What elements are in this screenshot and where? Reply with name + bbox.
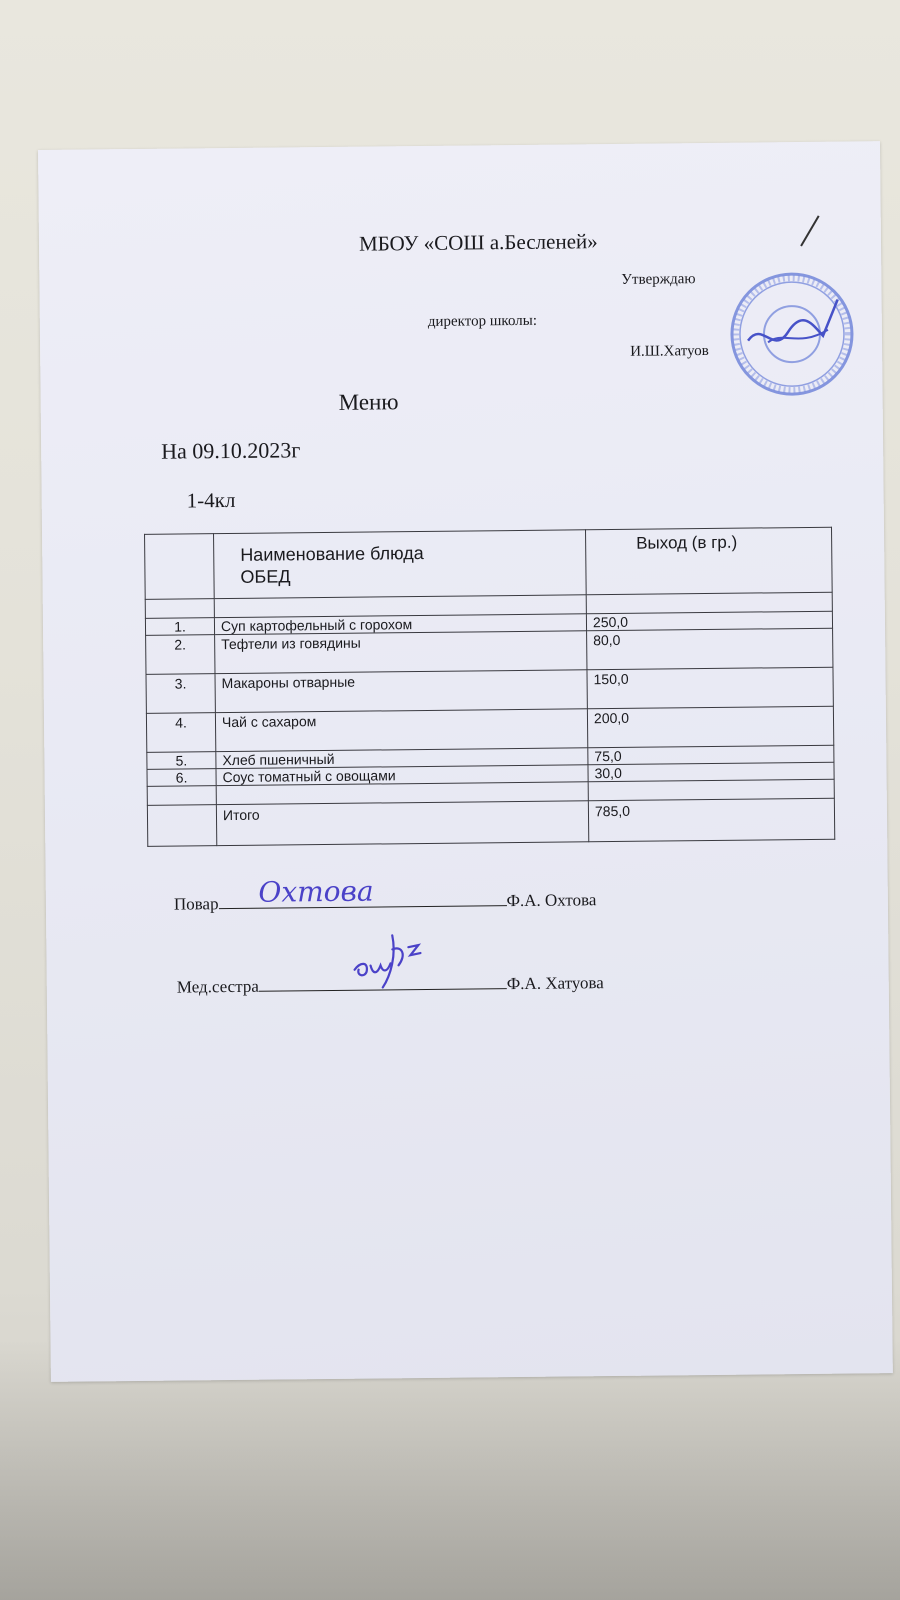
menu-table <box>144 527 835 847</box>
school-stamp-icon <box>727 269 856 398</box>
total-label: Итого <box>216 801 588 846</box>
total-value: 785,0 <box>588 798 834 842</box>
menu-grade: 1-4кл <box>186 487 236 513</box>
dish-output: 80,0 <box>587 628 833 670</box>
menu-title: Меню <box>338 389 399 415</box>
cook-signature-row <box>173 874 597 914</box>
school-name: МБОУ «СОШ а.Бесленей» <box>358 229 598 256</box>
nurse-signature-icon <box>346 925 437 996</box>
name-header-cell <box>214 530 587 599</box>
dish-name: Суп картофельный с горохом <box>214 614 586 635</box>
row-num: 1. <box>145 618 214 636</box>
row-num: 3. <box>146 674 215 714</box>
dish-output: 200,0 <box>587 706 833 748</box>
row-num: 5. <box>147 752 216 770</box>
dish-output: 150,0 <box>587 667 833 709</box>
dish-name: Макароны отварные <box>215 670 587 713</box>
row-num: 2. <box>146 635 215 675</box>
name-header: Наименование блюда <box>240 542 424 565</box>
dish-name: Хлеб пшеничный <box>216 748 588 769</box>
output-header: Выход (в гр.) <box>586 527 833 595</box>
row-num: 6. <box>147 769 216 787</box>
approve-label: Утверждаю <box>621 271 696 288</box>
dish-name: Тефтели из говядины <box>215 631 587 674</box>
dish-output: 250,0 <box>586 611 832 631</box>
table-header-row <box>145 527 833 599</box>
nurse-signature-row <box>177 969 604 997</box>
table-total-row <box>147 798 834 846</box>
cook-name: Ф.А. Охтова <box>506 890 597 911</box>
document-sheet <box>38 141 893 1382</box>
cook-signature: Охтова <box>258 874 374 909</box>
nurse-label: Мед.сестра <box>176 976 259 997</box>
director-label: директор школы: <box>427 312 538 330</box>
menu-date: На 09.10.2023г <box>161 437 301 464</box>
name-subheader: ОБЕД <box>240 566 291 587</box>
row-num: 4. <box>146 713 215 753</box>
director-name: И.Ш.Хатуов <box>630 342 709 360</box>
dish-name: Соус томатный с овощами <box>216 765 588 786</box>
dish-output: 30,0 <box>588 762 834 782</box>
dish-output: 75,0 <box>588 745 834 765</box>
pencil-mark-icon <box>797 212 827 252</box>
cook-signature-line <box>218 874 506 909</box>
dish-name: Чай с сахаром <box>215 709 587 752</box>
nurse-name: Ф.А. Хатуова <box>506 973 604 994</box>
num-header-cell <box>145 534 215 600</box>
nurse-signature-line <box>259 970 507 992</box>
cook-label: Повар <box>173 894 219 914</box>
